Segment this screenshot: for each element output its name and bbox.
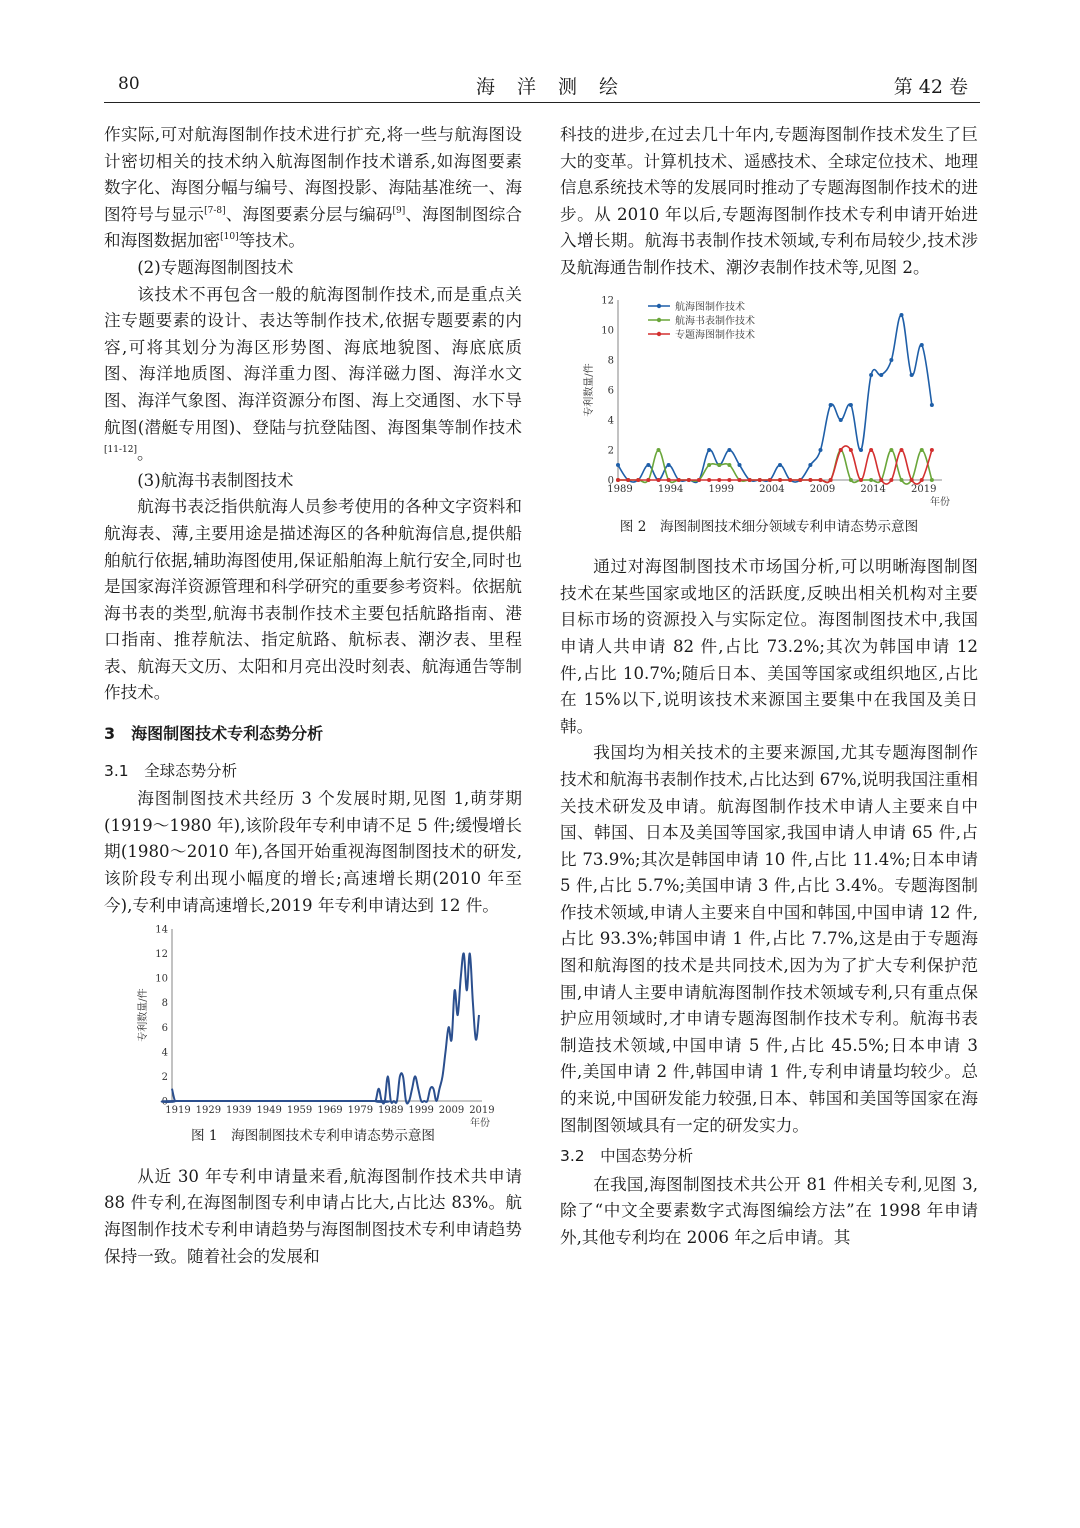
- x-tick-label: 1999: [708, 483, 734, 495]
- data-point: [839, 418, 843, 422]
- data-point: [667, 463, 671, 467]
- right-paragraph-3: 我国均为相关技术的主要来源国,尤其专题海图制作技术和航海书表制作技术,占比达到 67%,说明我国注重相关技术研发及申请。航海图制作技术申请人主要来自中国、韩国、日本及美国等国家,我国申请人申请 65 件,占比 73.9%;其次是韩国申请 10 件,占比 11.4%;日本申请 5 件,占比 5.7%;美国申请 3 件,占比 3.4%。专题海图制作技术领域,申请人主要来自中国和韩国,中国申请 12 件,占比 93.3%;韩国申请 1 件,占比 7.7%,这是由于专题海图和航海图的技术是共同技术,因为为了扩大专利保护范围,申请人主要申请航海图制作技术领域专利,只有重点保护应用领域时,才申请专题海图制作技术专利。航海书表制造技术领域,中国申请 5 件,占比 45.5%;日本申请 3 件,美国申请 2 件,韩国申请 1 件,专利申请量均较少。总的来说,中国研发能力较强,日本、韩国和美国等国家在海图制图领域具有一定的研发实力。: [560, 743, 978, 1135]
- y-tick-label: 4: [607, 415, 614, 427]
- x-axis-label: 年份: [930, 496, 950, 508]
- header-rule: [104, 102, 980, 103]
- data-point: [727, 463, 731, 467]
- data-point: [727, 478, 731, 482]
- section-3-heading: 3 海图制图技术专利态势分析: [104, 724, 324, 744]
- data-point: [869, 478, 873, 482]
- x-tick-label: 1999: [408, 1105, 434, 1117]
- legend-marker: [657, 317, 661, 321]
- x-tick-label: 2009: [438, 1105, 465, 1117]
- data-point: [920, 478, 924, 482]
- data-point: [646, 463, 650, 467]
- right-paragraph-4: 在我国,海图制图技术共公开 81 件相关专利,见图 3,除了“中文全要素数字式海图编绘方法”在 1998 年申请外,其他专利均在 2006 年之后申请。其: [560, 1174, 978, 1247]
- y-tick-label: 8: [607, 355, 614, 367]
- data-point: [900, 448, 904, 452]
- data-point: [930, 403, 934, 407]
- legend-marker: [657, 303, 661, 307]
- citation[interactable]: [10]: [220, 232, 239, 243]
- data-point: [778, 463, 782, 467]
- y-tick-label: 10: [155, 973, 168, 985]
- data-point: [900, 478, 904, 482]
- x-tick-label: 1959: [286, 1105, 313, 1117]
- data-point: [930, 448, 934, 452]
- data-point: [900, 313, 904, 317]
- data-point: [667, 478, 671, 482]
- x-tick-label: 2014: [860, 483, 886, 495]
- data-point: [798, 478, 802, 482]
- y-axis-label: 专利数量/件: [584, 362, 595, 417]
- data-point: [889, 358, 893, 362]
- y-tick-label: 6: [607, 385, 614, 397]
- data-point: [697, 478, 701, 482]
- data-point: [657, 448, 661, 452]
- data-point: [687, 478, 691, 482]
- y-tick-label: 4: [161, 1047, 168, 1059]
- series-line: [618, 314, 932, 482]
- data-point: [839, 448, 843, 452]
- right-paragraph-2: 通过对海图制图技术市场国分析,可以明晰海图制图技术在某些国家或地区的活跃度,反映出相关机构对主要目标市场的资源投入与实际定位。海图制图技术中,我国申请人共申请 82 件,占比 73.2%;其次为韩国申请 12 件,占比 10.7%;随后日本、美国等国家或组织地区,占比在 15%以下,说明该技术来源国主要集中在我国及美日韩。: [560, 557, 978, 736]
- data-point: [636, 478, 640, 482]
- figure-2-chart: [560, 282, 978, 510]
- data-point: [889, 478, 893, 482]
- x-tick-label: 2019: [911, 483, 937, 495]
- x-tick-label: 2004: [759, 483, 785, 495]
- left-paragraph-5: 从近 30 年专利申请量来看,航海图制作技术共申请 88 件专利,在海图制图专利申请占比大,占比达 83%。航海图制作技术专利申请趋势与海图制图技术专利申请趋势保持一致。随着社会的发展和: [104, 1166, 522, 1266]
- data-point: [879, 478, 883, 482]
- data-point: [717, 463, 721, 467]
- section-3-2-heading: 3.2 中国态势分析: [560, 1147, 694, 1166]
- x-tick-label: 2009: [809, 483, 836, 495]
- x-axis-label: 年份: [470, 1118, 490, 1130]
- figure-1-chart: [104, 919, 522, 1130]
- data-point: [910, 373, 914, 377]
- section-3-1-heading: 3.1 全球态势分析: [104, 761, 238, 780]
- journal-title: 海洋测绘: [476, 76, 641, 98]
- data-point: [738, 463, 742, 467]
- left-paragraph-1: 作实际,可对航海图制作技术进行扩充,将一些与航海图设计密切相关的技术纳入航海图制作技术谱系,如海图要素数字化、海图分幅与编号、海图投影、海陆基准统一、海图符号与显示[7-8]、海图要素分层与编码[9]、海图制图综合和海图数据加密[10]等技术。: [104, 125, 523, 251]
- x-tick-label: 1994: [657, 483, 684, 495]
- data-point: [829, 403, 833, 407]
- x-tick-label: 1989: [378, 1105, 404, 1117]
- y-tick-label: 6: [161, 1023, 168, 1035]
- data-point: [869, 448, 873, 452]
- data-point: [646, 478, 650, 482]
- right-paragraph-1: 科技的进步,在过去几十年内,专题海图制作技术发生了巨大的变革。计算机技术、遥感技术、全球定位技术、地理信息系统技术等的发展同时推动了专题海图制作技术的进步。从 2010 年以后,专题海图制作技术专利申请开始进入增长期。航海书表制作技术领域,专利布局较少,技术涉及航海通告制作技术、潮汐表制作技术等,见图 2。: [560, 125, 978, 277]
- citation[interactable]: [11-12]: [104, 445, 137, 456]
- data-point: [717, 478, 721, 482]
- data-point: [788, 478, 792, 482]
- legend-label: 专题海图制作技术: [675, 329, 755, 341]
- data-point: [748, 478, 752, 482]
- x-tick-label: 1919: [165, 1105, 191, 1117]
- citation[interactable]: [7-8]: [204, 205, 226, 216]
- data-point: [738, 478, 742, 482]
- y-tick-label: 8: [161, 998, 168, 1010]
- data-point: [930, 478, 934, 482]
- figure-1-caption: 图 1 海图制图技术专利申请态势示意图: [190, 1128, 436, 1145]
- data-point: [849, 478, 853, 482]
- citation[interactable]: [9]: [392, 205, 406, 216]
- data-point: [879, 373, 883, 377]
- legend-label: 航海书表制作技术: [675, 315, 755, 327]
- subheading-nautical-books: (3)航海书表制图技术: [137, 470, 294, 490]
- data-point: [707, 448, 711, 452]
- data-point: [758, 478, 762, 482]
- left-paragraph-4: 海图制图技术共经历 3 个发展时期,见图 1,萌芽期(1919～1980 年),该阶段年专利申请不足 5 件;缓慢增长期(1980～2010 年),各国开始重视海图制图技术的研发,该阶段专利出现小幅度的增长;高速增长期(2010 年至今),专利申请高速增长,2019 年专利申请达到 12 件。: [104, 789, 522, 915]
- data-point: [889, 448, 893, 452]
- data-point: [808, 478, 812, 482]
- x-tick-label: 1939: [226, 1105, 252, 1117]
- data-point: [677, 478, 681, 482]
- left-column: [104, 122, 522, 1270]
- left-paragraph-3: 航海书表泛指供航海人员参考使用的各种文字资料和航海表、薄,主要用途是描述海区的各种航海信息,提供船舶航行依据,辅助海图使用,保证船舶海上航行安全,同时也是国家海洋资源管理和科学研究的重要参考资料。依据航海书表的类型,航海书表制作技术主要包括航路指南、港口指南、推荐航法、指定航路、航标表、潮汐表、里程表、航海天文历、太阳和月亮出没时刻表、航海通告等制作技术。: [104, 497, 522, 703]
- data-point: [829, 478, 833, 482]
- series-line: [618, 450, 932, 484]
- subheading-thematic: (2)专题海图制图技术: [137, 257, 294, 277]
- x-tick-label: 1969: [317, 1105, 343, 1117]
- left-paragraph-2: 该技术不再包含一般的航海图制作技术,而是重点关注专题要素的设计、表达等制作技术,依据专题要素的内容,可将其划分为海区形势图、海底地貌图、海底底质图、海洋地质图、海洋重力图、海洋磁力图、海洋水文图、海洋气象图、海洋资源分布图、海上交通图、水下导航图(潜艇专用图)、登陆与抗登陆图、海图集等制作技术[11-12]。: [104, 284, 522, 464]
- data-point: [859, 448, 863, 452]
- figure-2-caption: 图 2 海图制图技术细分领域专利申请态势示意图: [619, 518, 919, 535]
- y-tick-label: 0: [161, 1096, 168, 1108]
- data-point: [808, 463, 812, 467]
- data-point: [869, 373, 873, 377]
- y-tick-label: 10: [601, 325, 614, 337]
- data-point: [768, 478, 772, 482]
- data-point: [849, 448, 853, 452]
- y-tick-label: 0: [607, 475, 614, 487]
- data-point: [819, 478, 823, 482]
- y-tick-label: 14: [155, 924, 168, 936]
- legend-label: 航海图制作技术: [675, 301, 745, 313]
- x-tick-label: 1989: [607, 483, 633, 495]
- legend-marker: [657, 331, 661, 335]
- data-point: [616, 463, 620, 467]
- data-point: [920, 448, 924, 452]
- y-tick-label: 12: [155, 949, 168, 961]
- x-tick-label: 1949: [256, 1105, 282, 1117]
- data-point: [707, 463, 711, 467]
- x-tick-label: 1979: [347, 1105, 374, 1117]
- series-line: [162, 954, 479, 1104]
- data-point: [616, 478, 620, 482]
- right-column: [560, 122, 978, 1252]
- y-tick-label: 12: [601, 295, 614, 307]
- volume-label: 第 42 卷: [893, 76, 968, 98]
- data-point: [657, 478, 661, 482]
- data-point: [819, 448, 823, 452]
- data-point: [626, 478, 630, 482]
- data-point: [707, 478, 711, 482]
- data-point: [910, 478, 914, 482]
- data-point: [727, 448, 731, 452]
- page-number: 80: [118, 74, 140, 94]
- x-tick-label: 2019: [469, 1105, 495, 1117]
- y-tick-label: 2: [161, 1072, 168, 1084]
- data-point: [849, 403, 853, 407]
- data-point: [920, 343, 924, 347]
- data-point: [859, 478, 863, 482]
- x-tick-label: 1929: [195, 1105, 222, 1117]
- series-line: [618, 446, 932, 484]
- data-point: [778, 478, 782, 482]
- y-axis-label: 专利数量/件: [138, 988, 149, 1042]
- y-tick-label: 2: [607, 445, 614, 457]
